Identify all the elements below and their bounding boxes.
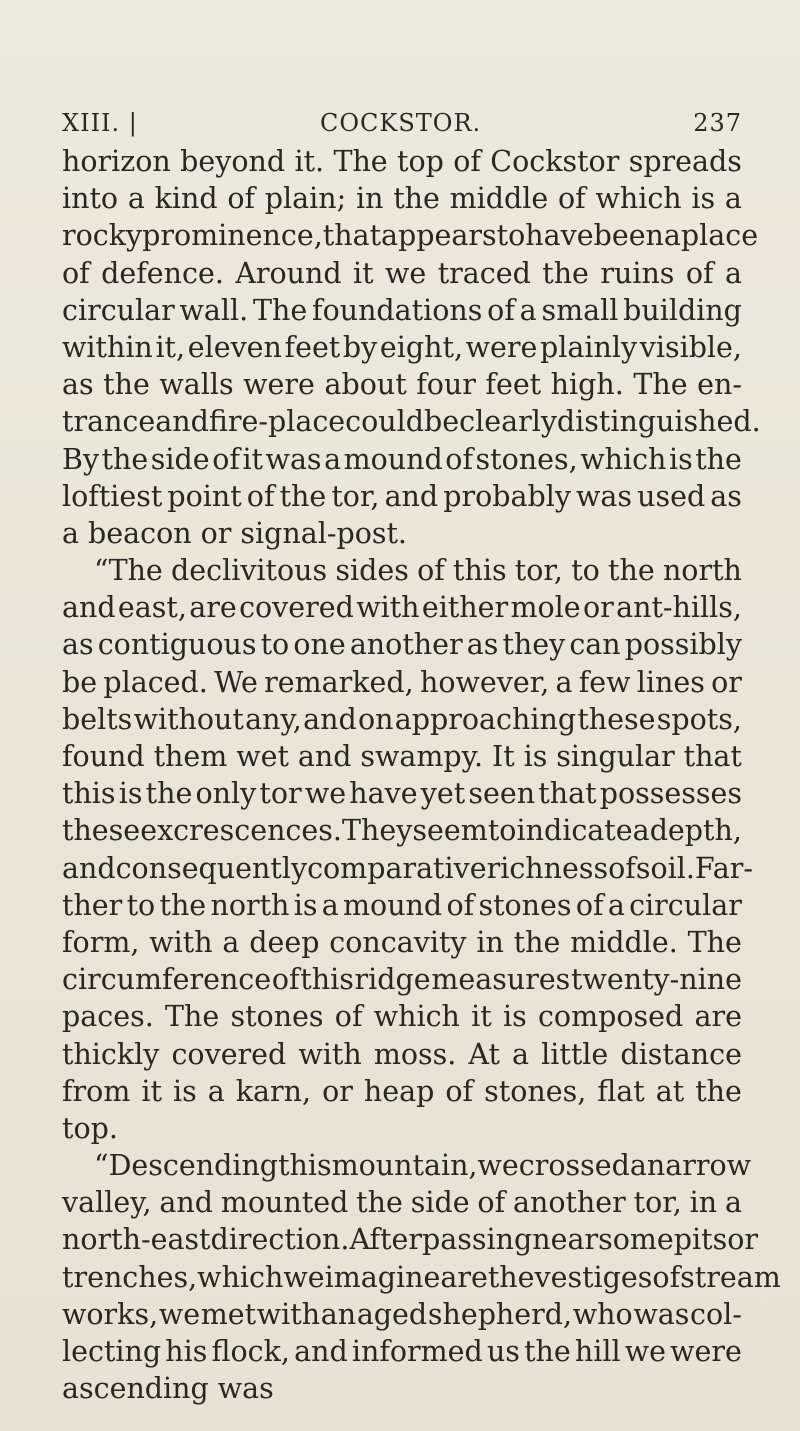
text-line: trance and fire-place could be clearly distinguished.: [62, 405, 761, 439]
text-line: found them wet and swampy. It is singular that: [62, 740, 742, 773]
text-line: rocky prominence, that appears to have been a place: [62, 219, 759, 253]
text-line: “Descending this mountain, we crossed a narrow: [94, 1149, 752, 1183]
running-title: COCKSTOR.: [320, 109, 482, 137]
text-line: be placed. We remarked, however, a few lines or: [62, 665, 742, 699]
text-line: “The declivitous sides of this tor, to the north: [94, 554, 742, 588]
text-line: ascending was: [62, 1372, 274, 1406]
text-line: and east, are covered with either mole or ant-hills,: [62, 591, 742, 625]
text-line: lecting his flock, and informed us the hill we were: [62, 1335, 742, 1368]
text-line: loftiest point of the tor, and probably was used as: [62, 479, 742, 513]
text-line: horizon beyond it. The top of Cockstor spreads: [62, 145, 742, 178]
text-line: form, with a deep concavity in the middle. The: [62, 925, 742, 959]
text-line: thickly covered with moss. At a little distance: [62, 1037, 742, 1071]
text-line: and consequently comparative richness of soil. Far-: [62, 851, 754, 885]
text-line: top.: [62, 1111, 118, 1145]
text-line: this is the only tor we have yet seen that possesses: [62, 777, 742, 811]
running-header: [62, 103, 742, 143]
text-line: ther to the north is a mound of stones of a circular: [62, 888, 742, 922]
text-line: circumference of this ridge measures twenty-nine: [62, 963, 742, 997]
text-line: as contiguous to one another as they can possibly: [62, 628, 742, 662]
text-line: trenches, which we imagine are the vestiges of stream: [62, 1260, 781, 1294]
text-line: works, we met with an aged shepherd, who was col-: [62, 1297, 742, 1331]
text-line: into a kind of plain; in the middle of which is a: [62, 182, 742, 216]
text-line: as the walls were about four feet high. The en-: [62, 368, 742, 402]
text-line: paces. The stones of which it is composed are: [62, 1000, 742, 1034]
text-line: a beacon or signal-post.: [62, 516, 407, 550]
body-text: [62, 143, 781, 1407]
chapter-number: XIII. |: [62, 109, 138, 137]
text-line: belts without any, and on approaching these spots,: [62, 702, 742, 736]
text-line: these excrescences. They seem to indicate a depth,: [62, 814, 742, 848]
text-line: circular wall. The foundations of a small building: [62, 293, 742, 327]
text-line: within it, eleven feet by eight, were plainly visible,: [62, 330, 742, 364]
page-number: 237: [693, 109, 742, 137]
text-line: north-east direction. After passing near some pits or: [62, 1223, 759, 1257]
text-line: valley, and mounted the side of another tor, in a: [62, 1186, 742, 1220]
text-line: of defence. Around it we traced the ruins of a: [62, 256, 742, 290]
text-line: from it is a karn, or heap of stones, flat at the: [62, 1074, 742, 1108]
text-line: By the side of it was a mound of stones, which is the: [62, 442, 742, 476]
